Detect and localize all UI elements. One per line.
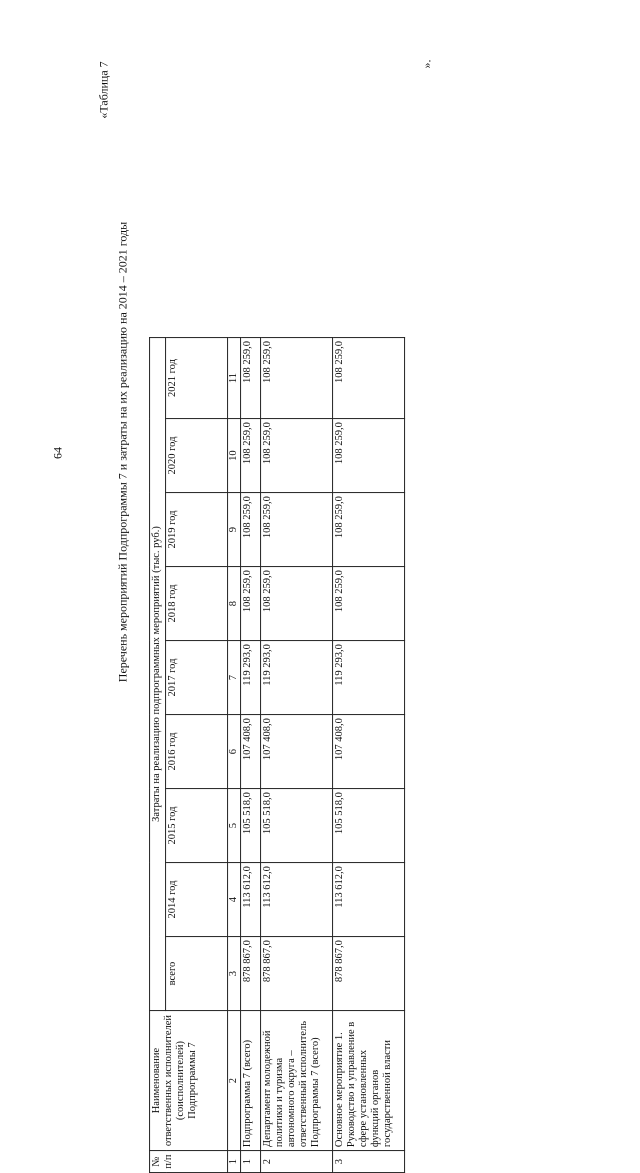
row-value-2020: 108 259,0	[333, 419, 405, 493]
column-number: 3	[228, 937, 241, 1011]
column-number: 6	[228, 715, 241, 789]
row-value-2021: 108 259,0	[241, 337, 261, 418]
header-year-2017: 2017 год	[166, 641, 228, 715]
header-year-2020: 2020 год	[166, 419, 228, 493]
header-year-2018: 2018 год	[166, 567, 228, 641]
row-name: Основное мероприятие 1. Руководство и управление в сфере установленных функций органов государственной власти	[333, 1011, 405, 1151]
row-number: 1	[241, 1151, 261, 1173]
row-value-2019: 108 259,0	[241, 493, 261, 567]
row-value-2021: 108 259,0	[333, 337, 405, 418]
row-value-2015: 105 518,0	[241, 789, 261, 863]
table-row	[333, 337, 405, 1172]
row-value-2019: 108 259,0	[333, 493, 405, 567]
header-name: Наименование ответственных исполнителей (соисполнителей) Подпрограммы 7	[150, 1011, 228, 1151]
row-value-2018: 108 259,0	[241, 567, 261, 641]
row-value-2017: 119 293,0	[241, 641, 261, 715]
row-value-2016: 107 408,0	[241, 715, 261, 789]
row-total: 878 867,0	[241, 937, 261, 1011]
row-value-2016: 107 408,0	[261, 715, 333, 789]
row-value-2017: 119 293,0	[261, 641, 333, 715]
row-value-2017: 119 293,0	[333, 641, 405, 715]
row-value-2014: 113 612,0	[241, 863, 261, 937]
row-value-2015: 105 518,0	[333, 789, 405, 863]
column-number: 2	[228, 1011, 241, 1151]
header-number: № п/п	[150, 1151, 228, 1173]
header-year-2016: 2016 год	[166, 715, 228, 789]
closing-quote-mark: ».	[419, 59, 434, 69]
row-value-2020: 108 259,0	[261, 419, 333, 493]
row-value-2014: 113 612,0	[333, 863, 405, 937]
row-value-2018: 108 259,0	[333, 567, 405, 641]
row-value-2015: 105 518,0	[261, 789, 333, 863]
costs-table-container	[149, 337, 405, 1172]
row-total: 878 867,0	[333, 937, 405, 1011]
column-number: 4	[228, 863, 241, 937]
column-number: 9	[228, 493, 241, 567]
column-number: 8	[228, 567, 241, 641]
column-number: 7	[228, 641, 241, 715]
document-title: Перечень мероприятий Подпрограммы 7 и затраты на их реализацию на 2014 – 2021 годы	[115, 221, 130, 683]
row-number: 2	[261, 1151, 333, 1173]
costs-table	[149, 337, 405, 1173]
row-value-2014: 113 612,0	[261, 863, 333, 937]
table-label: «Таблица 7	[96, 61, 111, 119]
row-number: 3	[333, 1151, 405, 1173]
header-year-2021: 2021 год	[166, 337, 228, 418]
header-total: всего	[166, 937, 228, 1011]
row-value-2020: 108 259,0	[241, 419, 261, 493]
table-row	[241, 337, 261, 1172]
header-costs-group: Затраты на реализацию подпрограммных мероприятий (тыс. руб.)	[150, 337, 166, 1010]
column-number: 10	[228, 419, 241, 493]
column-number-row	[228, 337, 241, 1172]
row-name: Департамент молодежной политики и туризма автономного округа – ответственный исполнитель Подпрограммы 7 (всего)	[261, 1011, 333, 1151]
header-year-2014: 2014 год	[166, 863, 228, 937]
column-number: 1	[228, 1151, 241, 1173]
table-row	[261, 337, 333, 1172]
column-number: 11	[228, 337, 241, 418]
row-value-2016: 107 408,0	[333, 715, 405, 789]
row-total: 878 867,0	[261, 937, 333, 1011]
row-name: Подпрограмма 7 (всего)	[241, 1011, 261, 1151]
header-year-2019: 2019 год	[166, 493, 228, 567]
row-value-2019: 108 259,0	[261, 493, 333, 567]
row-value-2021: 108 259,0	[261, 337, 333, 418]
row-value-2018: 108 259,0	[261, 567, 333, 641]
header-year-2015: 2015 год	[166, 789, 228, 863]
page-number: 64	[50, 447, 65, 459]
column-number: 5	[228, 789, 241, 863]
